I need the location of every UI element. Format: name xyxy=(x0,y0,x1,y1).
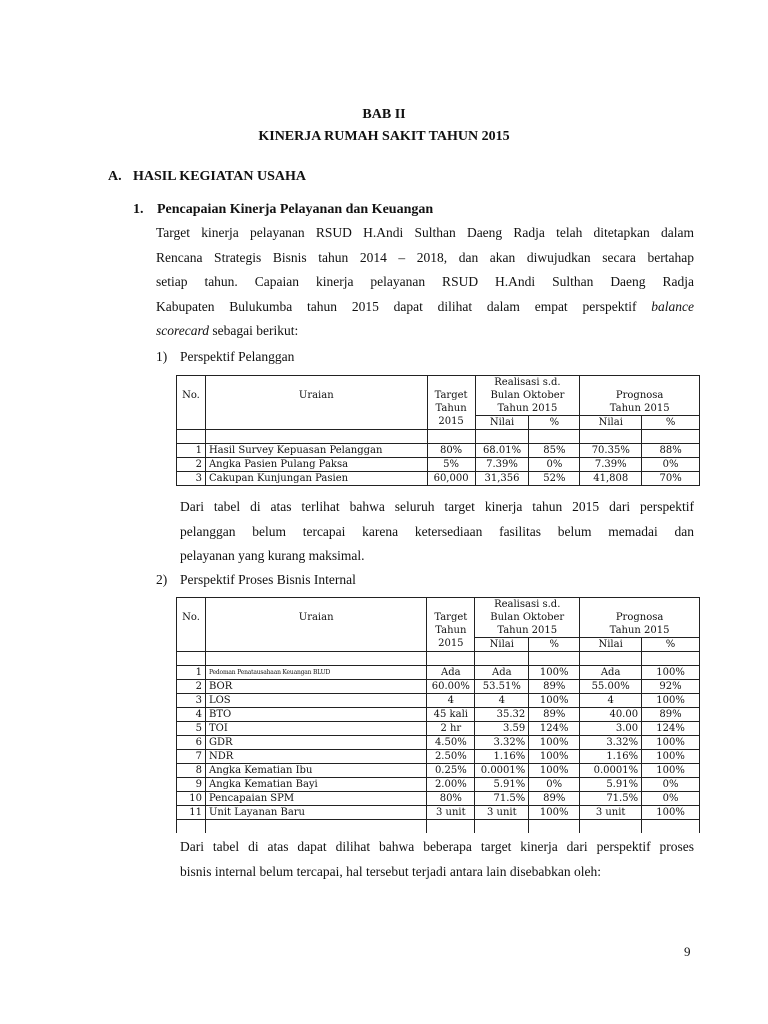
row-target: 5% xyxy=(427,458,475,472)
row-prognosa-pct: 100% xyxy=(642,764,700,778)
row-no: 3 xyxy=(177,694,206,708)
spacer-cell xyxy=(580,820,642,834)
header-no: No. xyxy=(177,611,206,624)
row-nilai: 7.39% xyxy=(475,458,529,472)
header-cell xyxy=(580,598,700,612)
row-no: 10 xyxy=(177,792,206,806)
row-target: 0.25% xyxy=(427,764,475,778)
row-prognosa-nilai: 41,808 xyxy=(580,472,642,486)
row-prognosa-pct: 89% xyxy=(642,708,700,722)
intro-line-1: Target kinerja pelayanan RSUD H.Andi Sulthan Daeng Radja telah ditetapkan dalam xyxy=(156,225,694,240)
header-cell xyxy=(205,402,427,416)
row-prognosa-nilai: 71.5% xyxy=(580,792,642,806)
row-no: 1 xyxy=(177,666,206,680)
header-nilai: Nilai xyxy=(475,416,529,430)
row-nilai: 35.32 xyxy=(475,708,529,722)
table-row xyxy=(177,736,700,750)
row-no: 4 xyxy=(177,708,206,722)
row-pct: 100% xyxy=(529,694,580,708)
row-nilai: 68.01% xyxy=(475,444,529,458)
intro-line-4 xyxy=(156,295,694,320)
table-proses-bisnis xyxy=(176,597,700,833)
table-row xyxy=(177,778,700,792)
row-no: 1 xyxy=(177,444,206,458)
row-prognosa-nilai: 55.00% xyxy=(580,680,642,694)
row-no: 2 xyxy=(177,458,206,472)
spacer-cell xyxy=(475,820,529,834)
header-nilai: Nilai xyxy=(475,638,529,652)
header-target-2: Tahun xyxy=(427,624,475,638)
row-no: 2 xyxy=(177,680,206,694)
table-row xyxy=(177,458,700,472)
row-no: 7 xyxy=(177,750,206,764)
spacer-cell xyxy=(580,430,642,444)
spacer-cell xyxy=(205,652,426,666)
row-nilai: 4 xyxy=(475,694,529,708)
row-prognosa-nilai: 5.91% xyxy=(580,778,642,792)
table-row xyxy=(177,680,700,694)
row-prognosa-nilai: 70.35% xyxy=(580,444,642,458)
row-prognosa-pct: 70% xyxy=(642,472,700,486)
header-pct: % xyxy=(529,638,580,652)
row-pct: 0% xyxy=(529,778,580,792)
row-uraian: NDR xyxy=(205,750,426,764)
table-row xyxy=(177,694,700,708)
header-prognosa-nilai: Nilai xyxy=(580,416,642,430)
row-target: 4.50% xyxy=(427,736,475,750)
para2-line-1: Dari tabel di atas terlihat bahwa seluruh target kinerja tahun 2015 dari perspektif xyxy=(180,499,694,514)
header-cell xyxy=(177,402,206,416)
header-realisasi-2: Bulan Oktober xyxy=(490,389,565,401)
table-row xyxy=(177,722,700,736)
subsection-label: 1. xyxy=(133,202,144,217)
row-prognosa-nilai: 3 unit xyxy=(580,806,642,820)
row-pct: 100% xyxy=(529,736,580,750)
header-target-1: Target xyxy=(427,389,475,402)
header-cell xyxy=(177,416,206,430)
row-no: 6 xyxy=(177,736,206,750)
header-target-2: Tahun xyxy=(427,402,475,416)
spacer-cell xyxy=(580,652,642,666)
row-prognosa-nilai: 0.0001% xyxy=(580,764,642,778)
header-target-3: 2015 xyxy=(427,416,475,430)
para3-line-2: bisnis internal belum tercapai, hal tersebut terjadi antara lain disebabkan oleh: xyxy=(180,863,601,879)
row-prognosa-pct: 0% xyxy=(642,792,700,806)
row-prognosa-nilai: 3.00 xyxy=(580,722,642,736)
row-prognosa-pct: 124% xyxy=(642,722,700,736)
intro-line-3: setiap tahun. Capaian kinerja pelayanan RSUD H.Andi Sulthan Daeng Radja xyxy=(156,274,694,289)
header-cell xyxy=(177,376,206,390)
intro-paragraph xyxy=(156,221,694,344)
row-nilai: Ada xyxy=(475,666,529,680)
row-prognosa-nilai: 4 xyxy=(580,694,642,708)
spacer-cell xyxy=(475,430,529,444)
row-uraian: Angka Kematian Ibu xyxy=(205,764,426,778)
header-cell xyxy=(427,376,475,390)
row-nilai: 0.0001% xyxy=(475,764,529,778)
header-realisasi-1: Realisasi s.d. xyxy=(475,598,580,612)
spacer-cell xyxy=(475,652,529,666)
table-row xyxy=(177,444,700,458)
row-pct: 0% xyxy=(529,458,580,472)
row-pct: 52% xyxy=(529,472,580,486)
perspective-2-label: 2) xyxy=(156,572,168,587)
intro-line-4-text: Kabupaten Bulukumba tahun 2015 dapat dilihat dalam empat perspektif xyxy=(156,298,652,314)
spacer-cell xyxy=(427,820,475,834)
row-prognosa-pct: 100% xyxy=(642,806,700,820)
header-realisasi-3: Tahun 2015 xyxy=(475,402,580,416)
row-target: 3 unit xyxy=(427,806,475,820)
table-row xyxy=(177,792,700,806)
row-pct: 100% xyxy=(529,764,580,778)
row-nilai: 3.59 xyxy=(475,722,529,736)
row-prognosa-pct: 92% xyxy=(642,680,700,694)
subsection-title: Pencapaian Kinerja Pelayanan dan Keuangan xyxy=(157,202,434,217)
paragraph-2 xyxy=(180,495,694,569)
row-nilai: 3.32% xyxy=(475,736,529,750)
row-prognosa-nilai: 3.32% xyxy=(580,736,642,750)
header-prognosa-1: Prognosa xyxy=(580,389,700,402)
page-number: 9 xyxy=(684,944,691,959)
table-row xyxy=(177,750,700,764)
row-prognosa-nilai: 7.39% xyxy=(580,458,642,472)
row-uraian: BTO xyxy=(205,708,426,722)
row-target: 60.00% xyxy=(427,680,475,694)
spacer-cell xyxy=(529,430,580,444)
table-row xyxy=(177,666,700,680)
header-prognosa-2: Tahun 2015 xyxy=(580,402,700,416)
row-prognosa-pct: 100% xyxy=(642,666,700,680)
row-pct: 85% xyxy=(529,444,580,458)
row-target: 45 kali xyxy=(427,708,475,722)
header-target-1: Target xyxy=(427,611,475,624)
header-realisasi-1: Realisasi s.d. xyxy=(475,376,580,390)
header-cell xyxy=(205,598,426,612)
row-prognosa-nilai: 40.00 xyxy=(580,708,642,722)
row-nilai: 1.16% xyxy=(475,750,529,764)
spacer-cell xyxy=(427,430,475,444)
header-prognosa-2: Tahun 2015 xyxy=(580,624,700,638)
row-uraian: Unit Layanan Baru xyxy=(205,806,426,820)
header-cell xyxy=(177,638,206,652)
row-uraian: Hasil Survey Kepuasan Pelanggan xyxy=(205,444,427,458)
para2-line-3: pelayanan yang kurang maksimal. xyxy=(180,548,365,563)
row-target: 2 hr xyxy=(427,722,475,736)
header-prognosa-pct: % xyxy=(642,638,700,652)
table-row xyxy=(177,472,700,486)
table-pelanggan xyxy=(176,375,700,486)
intro-line-5-text: sebagai berikut: xyxy=(209,323,299,338)
row-uraian: Angka Pasien Pulang Paksa xyxy=(205,458,427,472)
table-row xyxy=(177,708,700,722)
row-nilai: 53.51% xyxy=(475,680,529,694)
paragraph-3 xyxy=(180,835,694,884)
row-prognosa-pct: 100% xyxy=(642,750,700,764)
row-target: 2.00% xyxy=(427,778,475,792)
spacer-cell xyxy=(177,652,206,666)
spacer-cell xyxy=(529,820,580,834)
row-uraian: TOI xyxy=(205,722,426,736)
row-pct: 89% xyxy=(529,792,580,806)
row-prognosa-nilai: Ada xyxy=(580,666,642,680)
row-target: Ada xyxy=(427,666,475,680)
section-title: HASIL KEGIATAN USAHA xyxy=(133,169,306,184)
row-no: 11 xyxy=(177,806,206,820)
chapter-label: BAB II xyxy=(362,107,406,122)
header-cell xyxy=(205,638,426,652)
table-row xyxy=(177,764,700,778)
intro-line-5-em: scorecard xyxy=(156,323,209,338)
row-uraian: Cakupan Kunjungan Pasien xyxy=(205,472,427,486)
spacer-cell xyxy=(642,430,700,444)
row-uraian: LOS xyxy=(205,694,426,708)
perspective-1-title: Perspektif Pelanggan xyxy=(180,349,295,364)
row-pct: 89% xyxy=(529,708,580,722)
row-prognosa-nilai: 1.16% xyxy=(580,750,642,764)
row-target: 60,000 xyxy=(427,472,475,486)
intro-line-5 xyxy=(156,319,694,344)
intro-line-4-em: balance xyxy=(651,298,694,314)
perspective-2-title: Perspektif Proses Bisnis Internal xyxy=(180,572,356,587)
intro-line-2: Rencana Strategis Bisnis tahun 2014 – 2018, dan akan diwujudkan secara bertahap xyxy=(156,249,694,265)
header-cell xyxy=(205,624,426,638)
row-uraian: BOR xyxy=(205,680,426,694)
perspective-1-label: 1) xyxy=(156,349,168,364)
spacer-cell xyxy=(642,652,700,666)
spacer-cell xyxy=(205,820,426,834)
para2-line-2: pelanggan belum tercapai karena ketersediaan fasilitas belum memadai dan xyxy=(180,523,694,539)
row-target: 4 xyxy=(427,694,475,708)
spacer-cell xyxy=(177,430,206,444)
header-uraian: Uraian xyxy=(205,611,426,624)
header-cell xyxy=(177,624,206,638)
row-target: 2.50% xyxy=(427,750,475,764)
row-nilai: 71.5% xyxy=(475,792,529,806)
row-no: 8 xyxy=(177,764,206,778)
spacer-cell xyxy=(177,820,206,834)
header-cell xyxy=(205,416,427,430)
row-no: 9 xyxy=(177,778,206,792)
header-prognosa-1: Prognosa xyxy=(580,611,700,624)
row-no: 3 xyxy=(177,472,206,486)
header-prognosa-nilai: Nilai xyxy=(580,638,642,652)
spacer-cell xyxy=(205,430,427,444)
row-uraian: Angka Kematian Bayi xyxy=(205,778,426,792)
header-cell xyxy=(427,598,475,612)
header-realisasi-2: Bulan Oktober xyxy=(490,611,565,623)
row-pct: 100% xyxy=(529,666,580,680)
row-prognosa-pct: 88% xyxy=(642,444,700,458)
row-uraian: GDR xyxy=(205,736,426,750)
header-cell xyxy=(205,376,427,390)
row-pct: 124% xyxy=(529,722,580,736)
header-cell xyxy=(177,598,206,612)
spacer-cell xyxy=(642,820,700,834)
para3-line-1: Dari tabel di atas dapat dilihat bahwa beberapa target kinerja dari perspektif proses xyxy=(180,839,694,854)
row-uraian: Pedoman Penatausahaan Keuangan BLUD xyxy=(205,666,426,680)
row-prognosa-pct: 0% xyxy=(642,458,700,472)
row-uraian: Pencapaian SPM xyxy=(205,792,426,806)
spacer-cell xyxy=(529,652,580,666)
header-no: No. xyxy=(177,389,206,402)
row-prognosa-pct: 100% xyxy=(642,694,700,708)
header-cell xyxy=(580,376,700,390)
header-uraian: Uraian xyxy=(205,389,427,402)
row-target: 80% xyxy=(427,444,475,458)
header-realisasi-3: Tahun 2015 xyxy=(475,624,580,638)
row-target: 80% xyxy=(427,792,475,806)
header-prognosa-pct: % xyxy=(642,416,700,430)
row-pct: 100% xyxy=(529,750,580,764)
spacer-cell xyxy=(427,652,475,666)
header-pct: % xyxy=(529,416,580,430)
chapter-title: KINERJA RUMAH SAKIT TAHUN 2015 xyxy=(258,129,510,144)
row-pct: 89% xyxy=(529,680,580,694)
row-nilai: 3 unit xyxy=(475,806,529,820)
row-no: 5 xyxy=(177,722,206,736)
row-pct: 100% xyxy=(529,806,580,820)
row-prognosa-pct: 0% xyxy=(642,778,700,792)
row-prognosa-pct: 100% xyxy=(642,736,700,750)
row-nilai: 5.91% xyxy=(475,778,529,792)
header-target-3: 2015 xyxy=(427,638,475,652)
table-row xyxy=(177,806,700,820)
section-label: A. xyxy=(108,169,122,184)
row-nilai: 31,356 xyxy=(475,472,529,486)
